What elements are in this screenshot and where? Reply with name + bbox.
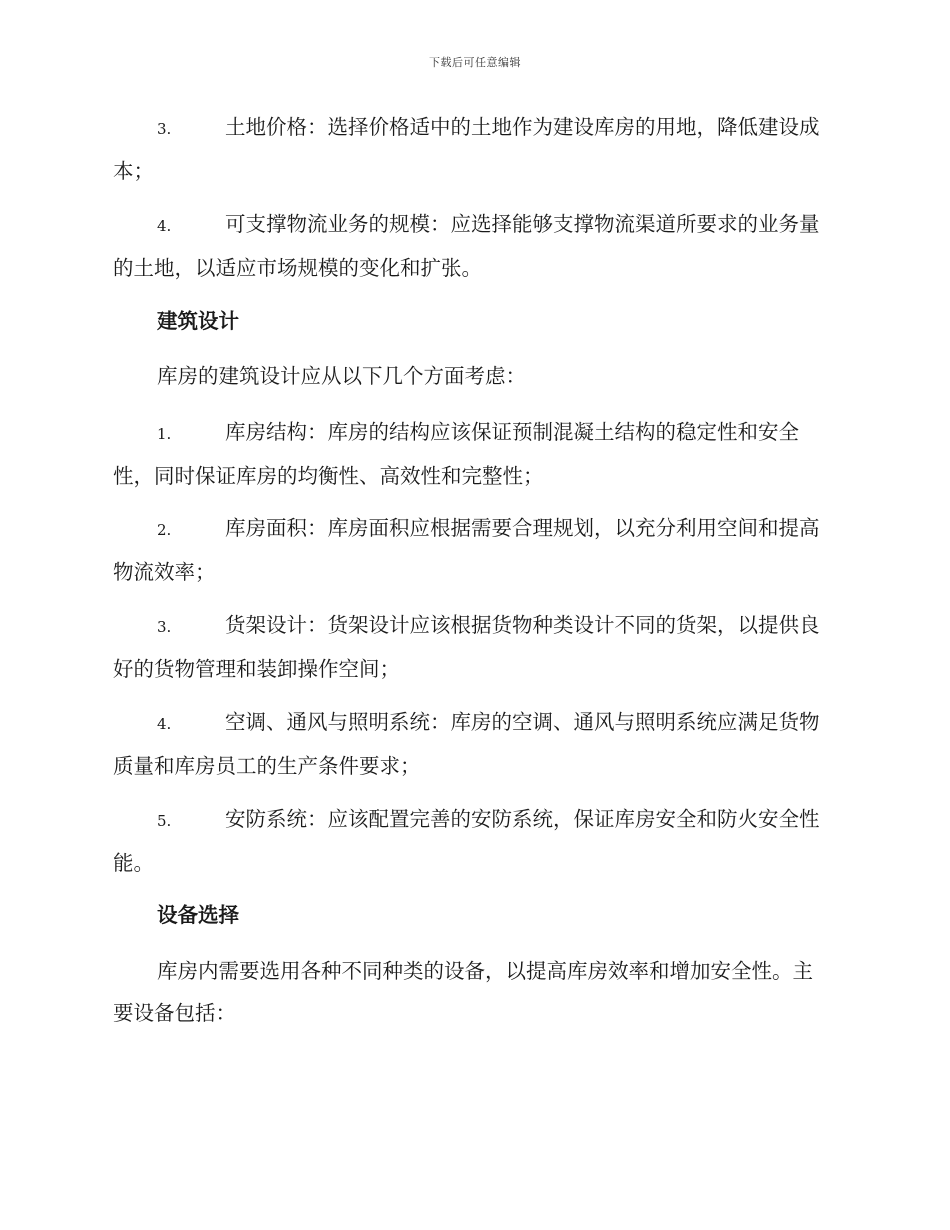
list-item-shelf [113,604,833,690]
list-item-hvac-lighting [113,701,833,787]
list-item-structure [113,411,833,497]
list-item-business-scale [113,203,833,289]
list-number: 4. [157,715,172,733]
list-item-text: 安防系统：应该配置完善的安防系统，保证库房安全和防火安全性能。 [113,807,820,875]
page-header: 下载后可任意编辑 [429,56,521,69]
list-item-land-price [113,106,833,192]
list-item-text: 货架设计：货架设计应该根据货物种类设计不同的货架，以提供良好的货物管理和装卸操作空间； [113,613,820,681]
list-number: 3. [157,120,172,138]
list-item-area [113,507,833,593]
list-number: 2. [157,521,172,539]
section-intro-building: 库房的建筑设计应从以下几个方面考虑： [157,364,526,388]
list-item-text: 土地价格：选择价格适中的土地作为建设库房的用地，降低建设成本； [113,115,820,183]
list-item-text: 可支撑物流业务的规模：应选择能够支撑物流渠道所要求的业务量的土地，以适应市场规模的变化和扩张。 [113,212,820,280]
section-heading-equipment: 设备选择 [157,903,239,927]
list-item-text: 库房结构：库房的结构应该保证预制混凝土结构的稳定性和安全性，同时保证库房的均衡性、高效性和完整性； [113,420,799,488]
section-intro-equipment: 库房内需要选用各种不同种类的设备，以提高库房效率和增加安全性。主要设备包括： [113,959,813,1025]
list-item-security [113,798,833,884]
list-number: 4. [157,217,172,235]
list-number: 3. [157,618,172,636]
section-heading-building-design: 建筑设计 [157,309,239,333]
list-item-text: 空调、通风与照明系统：库房的空调、通风与照明系统应满足货物质量和库房员工的生产条件要求； [113,710,820,778]
list-number: 5. [157,812,172,830]
list-item-text: 库房面积：库房面积应根据需要合理规划，以充分利用空间和提高物流效率； [113,516,820,584]
list-number: 1. [157,425,172,443]
